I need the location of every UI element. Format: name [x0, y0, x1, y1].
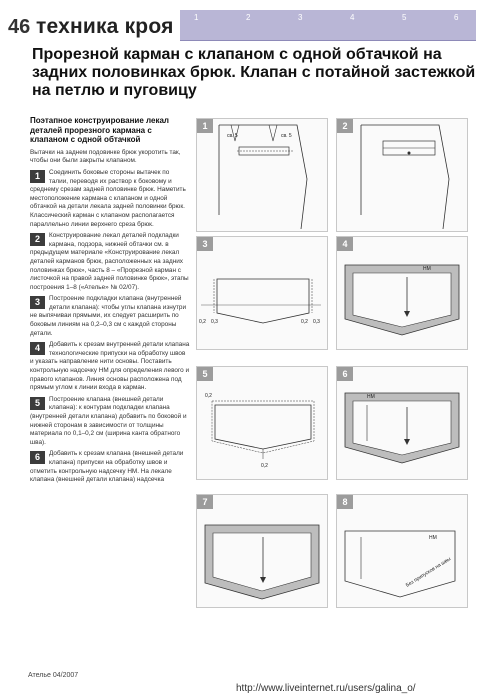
flap-net-pattern	[337, 495, 467, 607]
flap-outer-pattern	[197, 367, 327, 479]
diagram-label: 0,2	[261, 463, 268, 469]
section-title: техника кроя	[36, 15, 174, 38]
step-5	[30, 396, 190, 448]
diagram-label: 0,2	[205, 393, 212, 399]
step-number: 4	[30, 342, 45, 355]
instructions-column	[30, 116, 190, 488]
step-text: Добавить к срезам внутренней детали клапана технологические припуски на обработку швов и указать направление нити основы. Поставить контрольную надсечку НМ для определения левого и правого клапанов. Линия основы расположена под прямым углом к линии входа в карман.	[30, 341, 190, 392]
step-text: Построение подкладки клапана (внутренней детали клапана): чтобы углы клапана изнутри не выпячиваи прямыми, их следует расширить по боковым линиям на 0,2–0,3 см с каждой стороны детали.	[30, 295, 187, 337]
diagram-label: 0,3	[313, 319, 320, 325]
step-1	[30, 169, 190, 229]
flap-lining-with-allowance	[337, 237, 467, 349]
step-4	[30, 341, 190, 393]
diagram-label: НМ	[367, 394, 375, 400]
ruler-mark: 4	[350, 13, 355, 22]
flap-lining-pattern	[197, 237, 327, 349]
instructions-subtitle: Поэтапное конструирование лекал деталей прорезного кармана с клапаном с одной обтачкой	[30, 116, 169, 145]
diagram-8	[336, 494, 468, 608]
step-number: 6	[30, 451, 45, 464]
intro-paragraph: Вытачки на заднем подовинке брюк укоротить так, чтобы они были закрыты клапаном.	[30, 148, 181, 165]
diagram-label: 0,2	[301, 319, 308, 325]
diagram-4	[336, 236, 468, 350]
ruler-mark: 6	[454, 13, 459, 22]
ruler-mark: 1	[194, 13, 199, 22]
ruler-mark: 3	[298, 13, 303, 22]
trouser-back-pattern	[197, 119, 327, 231]
diagram-label: 0,2	[199, 319, 206, 325]
step-3	[30, 295, 190, 338]
diagram-1	[196, 118, 328, 232]
flap-outer-with-allowance	[337, 367, 467, 479]
diagram-label: 0,3	[211, 319, 218, 325]
diagram-number: 4	[337, 237, 353, 251]
step-6	[30, 450, 190, 484]
diagram-number: 7	[197, 495, 213, 509]
ruler-mark: 5	[402, 13, 407, 22]
diagram-number: 3	[197, 237, 213, 251]
step-text: Соединить боковые стороны вытачек по талии, переводя их раствор к боковому и среднему срезам задней половинке брюк. Наметить местоположение кармана с клапаном и одной обтачкой на детали лекала задней половинки брюк. Классический карман с клапаном располагается параллельно линии верхнего среза брюк.	[30, 168, 186, 228]
step-number: 3	[30, 296, 45, 309]
diagram-2	[336, 118, 468, 232]
diagram-3	[196, 236, 328, 350]
diagram-label: св. 5	[227, 133, 238, 139]
diagram-number: 6	[337, 367, 353, 381]
trouser-back-pattern	[337, 119, 467, 231]
step-2	[30, 232, 190, 292]
flap-outer-final	[197, 495, 327, 607]
source-url[interactable]: http://www.liveinternet.ru/users/galina_o/	[236, 683, 416, 694]
diagram-label: Без припусков на швы	[404, 556, 453, 589]
diagram-number: 1	[197, 119, 213, 133]
page-number: 46	[8, 16, 31, 38]
diagram-6	[336, 366, 468, 480]
step-text: Построение клапана (внешней детали клапана): к контурам подкладки клапана (внутренней детали клапана) добавить по боковой и нижней сторонам в зависимости от толщины материала по 0,1–0,2 см (ширина канта обратного шва).	[30, 395, 187, 446]
step-text: Конструирование лекал деталей подкладки кармана, подзора, нижней обтачки см. в предыдущем материале «Конструирование лекал деталей карманов брюк, расположенных на задних половинках брюк», часть 8 – «Прорезной карман с листочкой на правой задней половинке брюк», этапы построения 1–8 («Ателье» № 02/07).	[30, 232, 189, 291]
ruler-strip	[180, 10, 476, 41]
step-number: 2	[30, 233, 45, 246]
diagram-5	[196, 366, 328, 480]
diagram-label: НМ	[423, 266, 431, 272]
diagram-number: 8	[337, 495, 353, 509]
diagram-label: св. 5	[281, 133, 292, 139]
issue-footer: Ателье 04/2007	[28, 672, 79, 679]
article-title: Прорезной карман с клапаном с одной обтачкой на задних половинках брюк. Клапан с потайной застежкой на петлю и пуговицу	[32, 46, 476, 99]
diagram-number: 5	[197, 367, 213, 381]
step-number: 1	[30, 170, 45, 183]
diagram-label: НМ	[429, 535, 437, 541]
step-text: Добавить к срезам клапана (внешней детали клапана) припуски на обработку швов и отметить контрольную надсечку НМ. На лекале клапана (внешней детали клапана) надсечка	[30, 450, 184, 484]
step-number: 5	[30, 397, 45, 410]
diagram-number: 2	[337, 119, 353, 133]
ruler-mark: 2	[246, 13, 251, 22]
diagram-7	[196, 494, 328, 608]
